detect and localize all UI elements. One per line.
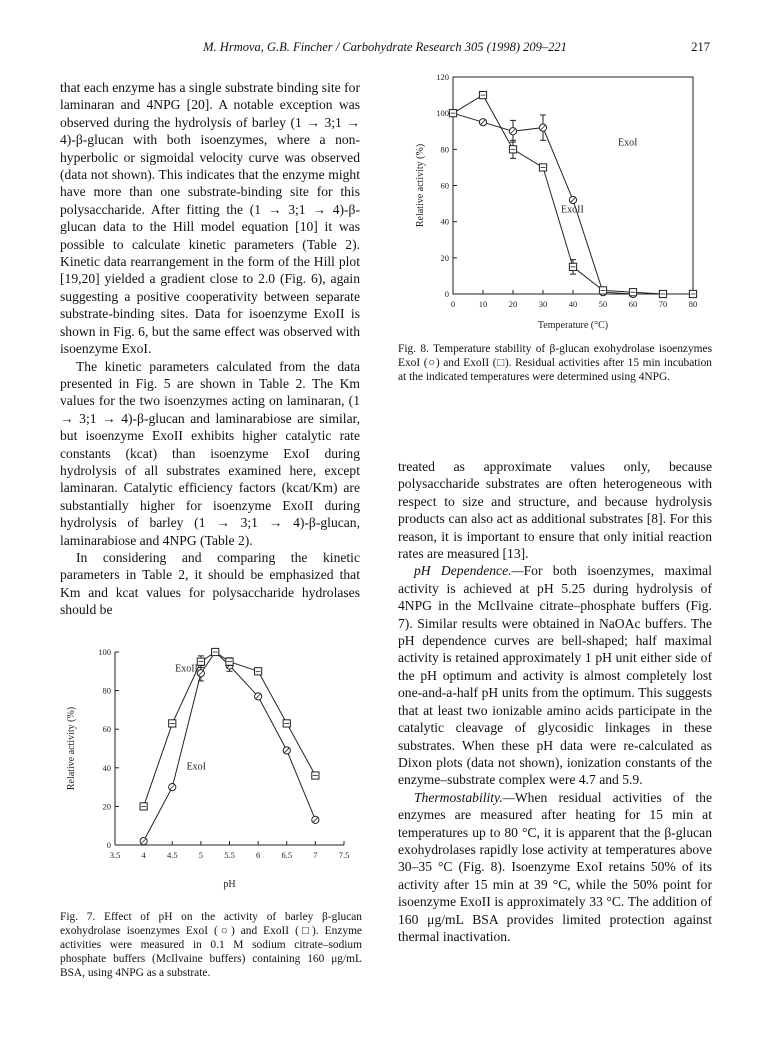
y-tick-label: 60	[102, 724, 111, 735]
series-line-exoi	[144, 652, 316, 841]
y-tick-label: 20	[102, 801, 111, 812]
paragraph: that each enzyme has a single substrate binding site for laminaran and 4NPG [20]. A notable exception was observed during the hydrolysis of barley (1 → 3;1 → 4)-β-glucan with both isoenzymes, where a non-hyperbolic or sigmoidal velocity curve was observed (data not shown). This indicates that the enzyme might have more than one substrate-binding site for this polysaccharide. After fitting the (1 → 3;1 → 4)-β-glucan data to the Hill model equation [10] it was possible to calculate kinetic parameters (Table 2). Kinetic data rearrangement in the form of the Hill plot [19,20] yielded a gradient close to 2.0 (Fig. 6), again suggesting a positive cooperativity between separate substrate-binding sites. Data for isoenzyme ExoII is shown in Fig. 6, but the same effect was observed with isoenzyme ExoI.	[60, 80, 360, 357]
paragraph: In considering and comparing the kinetic parameters in Table 2, it should be emphasized that Km and kcat values for polysaccharide hydrolases should be	[60, 549, 360, 618]
series-annotation: ExoII	[175, 663, 198, 675]
x-tick-label: 7	[313, 850, 318, 860]
y-axis-label: Relative activity (%)	[66, 706, 77, 791]
section-heading: Thermostability.—	[414, 789, 515, 805]
paragraph-text: When residual activities of the enzymes are measured after heating for 15 min at temperatures up to 80 °C, it is apparent that the β-glucan exohydrolases rapidly lose activity at temperatures above 30–35 °C (Fig. 8). Isoenzyme ExoI retains 50% of its activity after 15 min at 39 °C, while the 50% point for isoenzyme ExoII is approximately 33 °C. The addition of 160 μg/mL BSA provides limited protection against thermal inactivation.	[398, 789, 712, 944]
x-tick-label: 6.5	[281, 850, 293, 860]
x-tick-label: 7.5	[338, 850, 350, 860]
fig7-chart	[60, 640, 370, 900]
x-tick-label: 4.5	[166, 850, 178, 860]
paragraph: treated as approximate values only, because polysaccharide substrates are often heterogeneous with respect to size and structure, and because hydrolysis products can also act as additional substrates [8]. For this reason, it is important to ensure that only initial reaction rates are measured [13].	[398, 459, 712, 562]
y-tick-label: 120	[436, 72, 449, 82]
x-tick-label: 50	[598, 299, 608, 309]
x-tick-label: 20	[508, 299, 518, 309]
x-tick-label: 30	[538, 299, 548, 309]
x-tick-label: 5.5	[224, 850, 235, 860]
y-tick-label: 80	[440, 144, 449, 155]
x-axis-label: pH	[223, 879, 236, 890]
x-tick-label: 0	[450, 299, 456, 309]
y-tick-label: 100	[436, 108, 449, 119]
y-axis-label: Relative activity (%)	[415, 143, 426, 228]
x-tick-label: 5	[198, 850, 203, 860]
series-annotation: ExoI	[618, 137, 638, 149]
y-tick-label: 60	[440, 180, 449, 191]
series-annotation: ExoI	[186, 761, 207, 773]
x-tick-label: 80	[688, 299, 698, 309]
x-tick-label: 6	[256, 850, 261, 860]
y-tick-label: 0	[106, 840, 111, 850]
x-tick-label: 3.5	[109, 850, 121, 860]
paragraph: The kinetic parameters calculated from the data presented in Fig. 5 are shown in Table 2. The Km values for the two isoenzymes acting on laminaran, (1 → 3;1 → 4)-β-glucan and laminarabiose are similar, but isoenzyme ExoII exhibits higher catalytic rate constants (kcat) than isoenzyme ExoI during hydrolysis of all substrates examined here, except laminaran. Catalytic efficiency factors (kcat/Km) are substantially higher for isoenzyme ExoII during hydrolysis of barley (1 → 3;1 → 4)-β-glucan, laminarabiose and 4NPG (Table 2).	[60, 358, 360, 548]
y-tick-label: 40	[440, 216, 449, 227]
x-tick-label: 60	[628, 299, 638, 309]
page-number: 217	[691, 40, 710, 54]
x-tick-label: 10	[478, 299, 488, 309]
running-header	[60, 40, 710, 58]
left-column	[60, 79, 360, 619]
x-tick-label: 4	[141, 850, 146, 860]
y-tick-label: 40	[102, 762, 111, 773]
fig8-chart	[408, 65, 728, 365]
section-heading: pH Dependence.—	[414, 563, 524, 579]
y-tick-label: 0	[444, 289, 449, 299]
y-tick-label: 80	[102, 685, 111, 696]
fig8-caption: Fig. 8. Temperature stability of β-glucan exohydrolase isoenzymes ExoI (○) and ExoII (□). Residual activities after 15 min incubation at the indicated temperatures were determined using 4NPG.	[398, 343, 712, 383]
paragraph	[398, 789, 712, 946]
right-column	[398, 458, 712, 945]
y-tick-label: 100	[98, 647, 111, 657]
series-line-exoii	[144, 652, 316, 806]
x-axis-label: Temperature (°C)	[537, 320, 609, 331]
paragraph-text: For both isoenzymes, maximal activity is achieved at pH 5.25 during hydrolysis of 4NPG in the McIlvaine citrate–phosphate buffers (Fig. 7). Similar results were obtained in NaOAc buffers. The pH dependence curves are bell-shaped; half maximal activity is retained approximately 1 pH unit either side of the pH optimum and activity is almost completely lost one-and-a-half pH units from the optimum. This suggests that at least two ionizable amino acids participate in the catalytic cleavage of glycosidic linkages in these substrates. When these pH data were re-calculated as Dixon plots (data not shown), ionization constants of the enzyme–substrate complex were 4.7 and 5.9.	[398, 563, 712, 788]
header-citation: M. Hrmova, G.B. Fincher / Carbohydrate Research 305 (1998) 209–221	[203, 40, 567, 54]
fig7-caption: Fig. 7. Effect of pH on the activity of barley β-glucan exohydrolase isoenzymes ExoI (○) and ExoII (□). Enzyme activities were measured in 0.1 M sodium citrate–sodium phosphate buffers (McIlvaine buffers) containing 160 μg/mL BSA, using 4NPG as a substrate.	[60, 911, 362, 979]
series-annotation: ExoII	[561, 204, 584, 216]
paragraph	[398, 562, 712, 788]
y-tick-label: 20	[440, 252, 449, 263]
x-tick-label: 40	[568, 299, 578, 309]
x-tick-label: 70	[658, 299, 668, 309]
